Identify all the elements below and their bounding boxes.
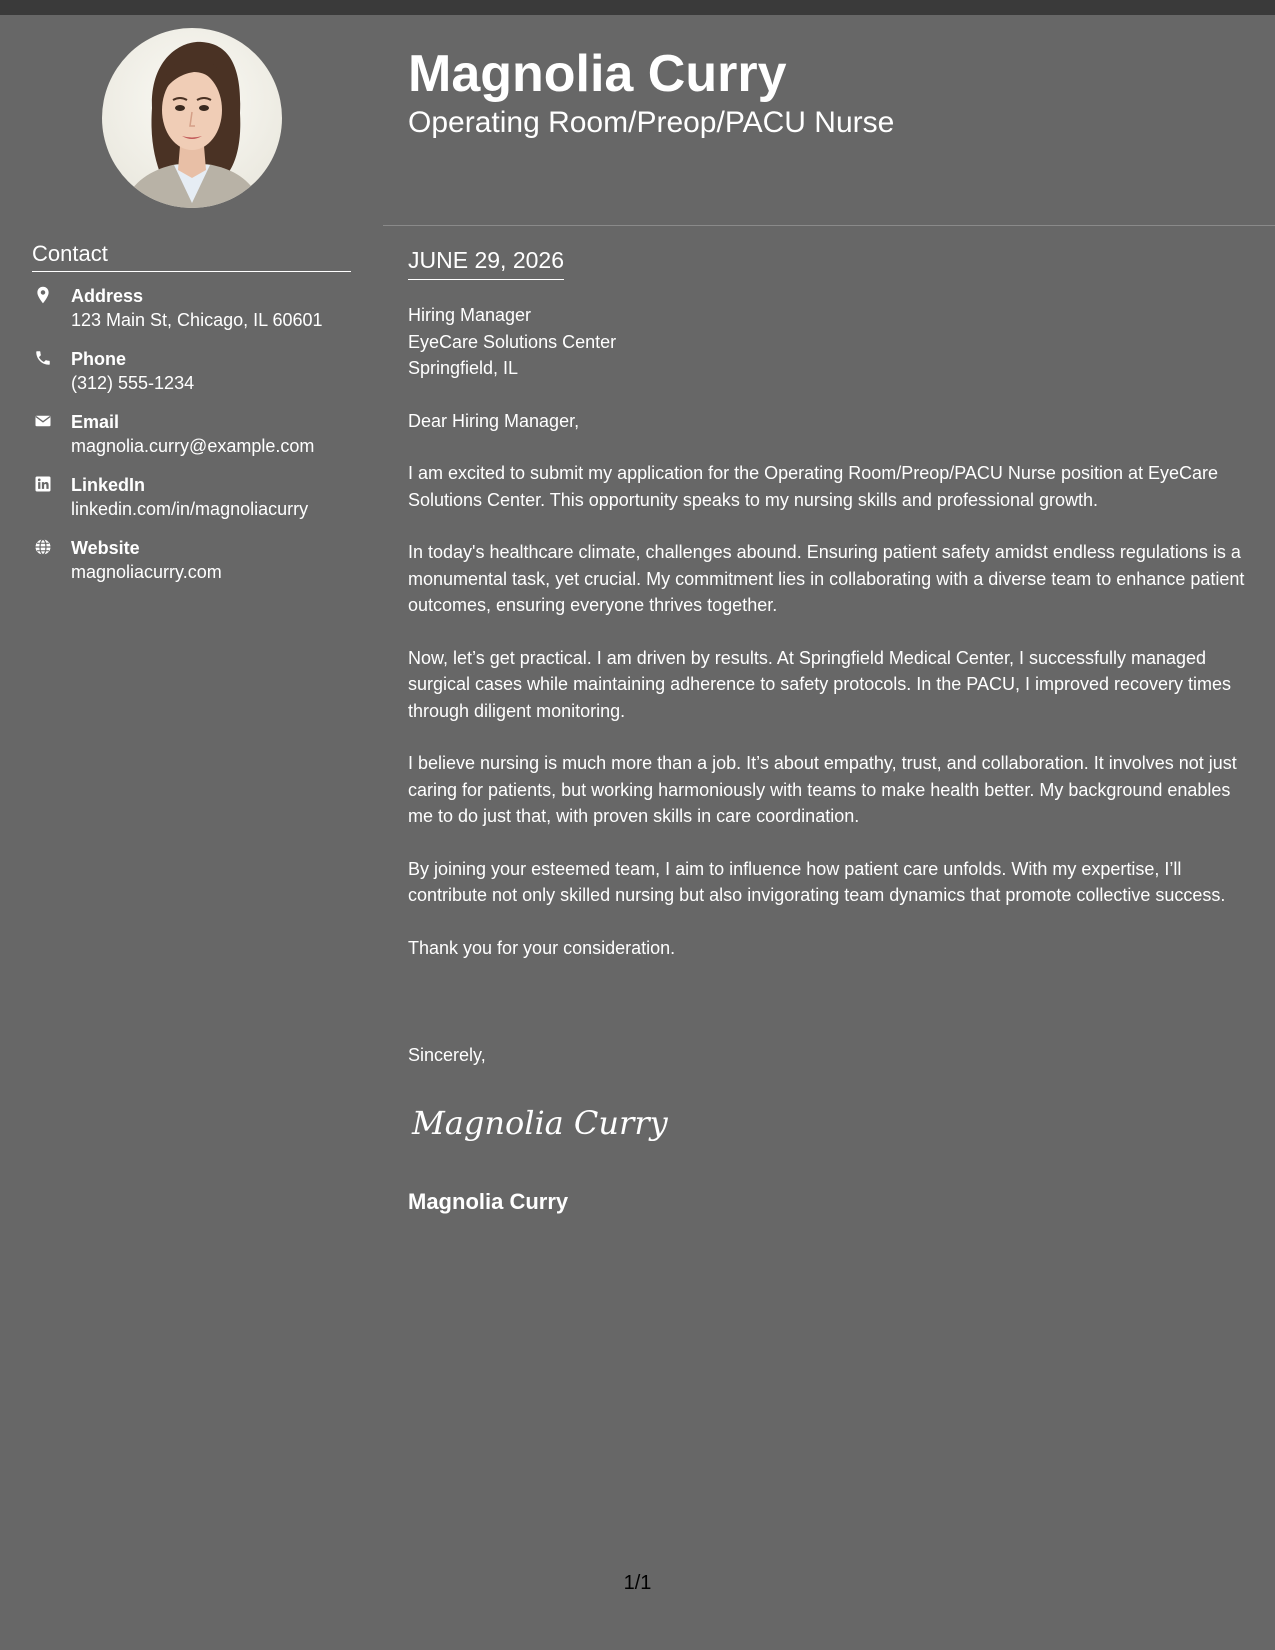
page-number: 1/1 [623,1572,652,1594]
portrait-photo [102,28,282,208]
phone-icon [34,349,52,367]
header-divider [383,225,1275,226]
applicant-name: Magnolia Curry [408,45,787,103]
contact-value: 123 Main St, Chicago, IL 60601 [71,310,323,330]
letter-date: JUNE 29, 2026 [408,244,564,280]
contact-label: Address [71,286,144,306]
contact-item-email [32,410,362,473]
recipient-line: Springfield, IL [408,358,519,378]
letter-body [408,302,1256,987]
contact-value: (312) 555-1234 [71,373,195,393]
contact-item-address [32,284,362,347]
letter-closing: Sincerely, [408,1045,486,1065]
letter-paragraph: I believe nursing is much more than a job. It’s about empathy, trust, and collaboration. It involves not just caring for patients, but working harmoniously with teams to make health better. My background enables me to do just that, with proven skills in care coordination. [408,753,1237,826]
email-icon [34,412,52,430]
contact-value: linkedin.com/in/magnoliacurry [71,499,309,519]
contact-item-linkedin [32,473,362,536]
contact-value: magnoliacurry.com [71,562,222,582]
contact-label: Email [71,412,120,432]
salutation: Dear Hiring Manager, [408,410,580,431]
recipient-line: Hiring Manager [408,305,532,325]
signer-name: Magnolia Curry [408,1189,569,1214]
contact-heading: Contact [32,240,351,272]
recipient-line: EyeCare Solutions Center [408,331,617,352]
contact-item-phone [32,347,362,410]
letter-paragraph: In today's healthcare climate, challenges abound. Ensuring patient safety amidst endless regulations is a monumental task, yet crucial. My commitment lies in collaborating with a diverse team to enhance patient outcomes, ensuring everyone thrives together. [408,542,1245,615]
letter-paragraph: I am excited to submit my application for the Operating Room/Preop/PACU Nurse position at EyeCare Solutions Center. This opportunity speaks to my nursing skills and professional growth. [408,463,1219,510]
map-pin-icon [34,286,52,304]
top-strip [0,0,1275,15]
handwritten-signature [410,1098,670,1148]
globe-icon [34,538,52,556]
signature-text: Magnolia Curry [412,1104,668,1142]
letter-paragraph: Now, let’s get practical. I am driven by results. At Springfield Medical Center, I successfully managed surgical cases while maintaining adherence to safety protocols. In the PACU, I improved recovery times through diligent monitoring. [408,647,1232,721]
contact-list [32,284,362,599]
letter-paragraph: Thank you for your consideration. [408,937,676,958]
recipient-block [408,302,1256,382]
contact-label: Website [71,538,140,558]
letter-paragraph: By joining your esteemed team, I aim to influence how patient care unfolds. With my expertise, I’ll contribute not only skilled nursing but also invigorating team dynamics that promote collective success. [408,858,1226,905]
contact-item-website [32,536,362,599]
avatar [102,28,282,208]
linkedin-icon [34,475,52,493]
contact-label: Phone [71,349,127,369]
contact-label: LinkedIn [71,475,146,495]
applicant-job-title: Operating Room/Preop/PACU Nurse [408,106,895,139]
contact-value: magnolia.curry@example.com [71,436,315,456]
